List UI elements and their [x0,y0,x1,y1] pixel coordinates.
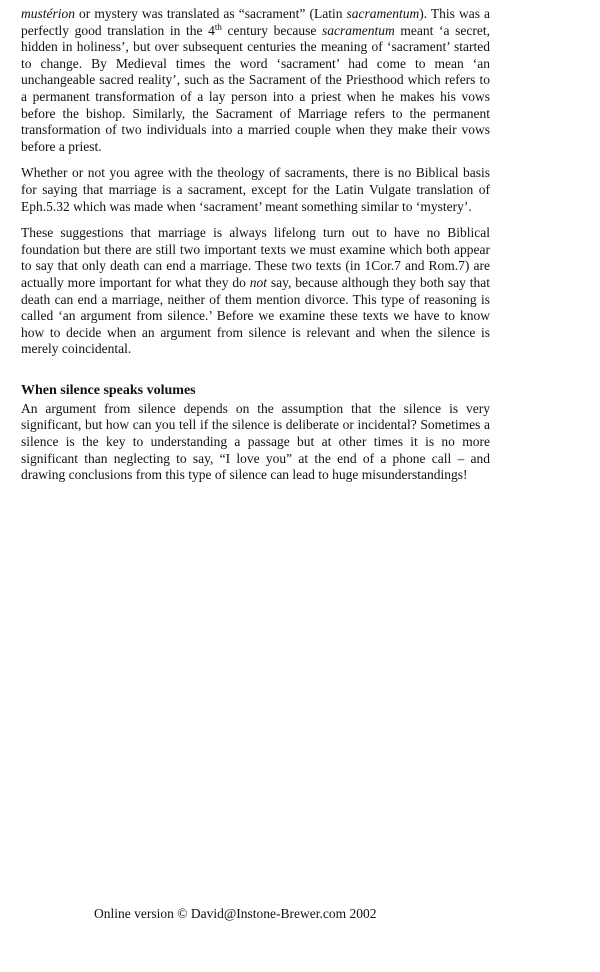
paragraph-sacrament-history [21,6,490,155]
latin-term: sacramentum [346,6,420,21]
greek-term: mustérion [21,6,75,21]
text-run: century because [221,22,323,38]
ordinal-superscript: th [214,21,222,32]
document-body [21,6,490,494]
page-footer: Online version © David@Instone-Brewer.com 2002 [94,906,377,921]
text-run: or mystery was translated as “sacrament” (Latin [75,6,347,21]
paragraph-argument-from-silence [21,225,490,358]
paragraph-silence-significance: An argument from silence depends on the assumption that the silence is very significant, but how can you tell if the silence is deliberate or incidental? Sometimes a silence is the key to understanding a passage but at other times it is no more significant than neglecting to say, “I love you” at the end of a phone call – and drawing conclusions from this type of silence can lead to huge misunderstandings! [21,400,490,483]
paragraph-biblical-basis: Whether or not you agree with the theology of sacraments, there is no Biblical basis for saying that marriage is a sacrament, except for the Latin Vulgate translation of Eph.5.32 which was made when ‘sacrament’ meant something similar to ‘mystery’. [21,165,490,214]
latin-term: sacramentum [322,22,395,38]
section-heading: When silence speaks volumes [21,382,196,398]
text-run: meant ‘a secret, hidden in holiness’, but over subsequent centuries the meaning of ‘sacrament’ started to change. By Medieval times the word ‘sacrament’ had come to mean ‘an unchangeable sacred reality’, such as the Sacrament of the Priesthood which refers to a permanent transformation of a lay person into a priest when he makes his vows before the bishop. Similarly, the Sacrament of Marriage refers to the permanent transformation of two individuals into a married couple when they make their vows before a priest. [21,22,491,154]
emphasis-not: not [249,274,267,290]
text-run: say, because although they both say that death can end a marriage, neither of them mention divorce. This type of reasoning is called ‘an argument from silence.’ Before we examine these texts we have to know how to decide when an argument from silence is relevant and when the silence is merely coincidental. [21,274,490,357]
text-run: These suggestions that marriage is always lifelong turn out to have no Biblical foundation but there are still two important texts we must examine which both appear to say that only death can end a marriage. These two texts (in 1Cor.7 and Rom.7) are actually more important for what they do [21,225,490,290]
text-run: ). This was a perfectly good translation in the 4 [21,6,490,38]
